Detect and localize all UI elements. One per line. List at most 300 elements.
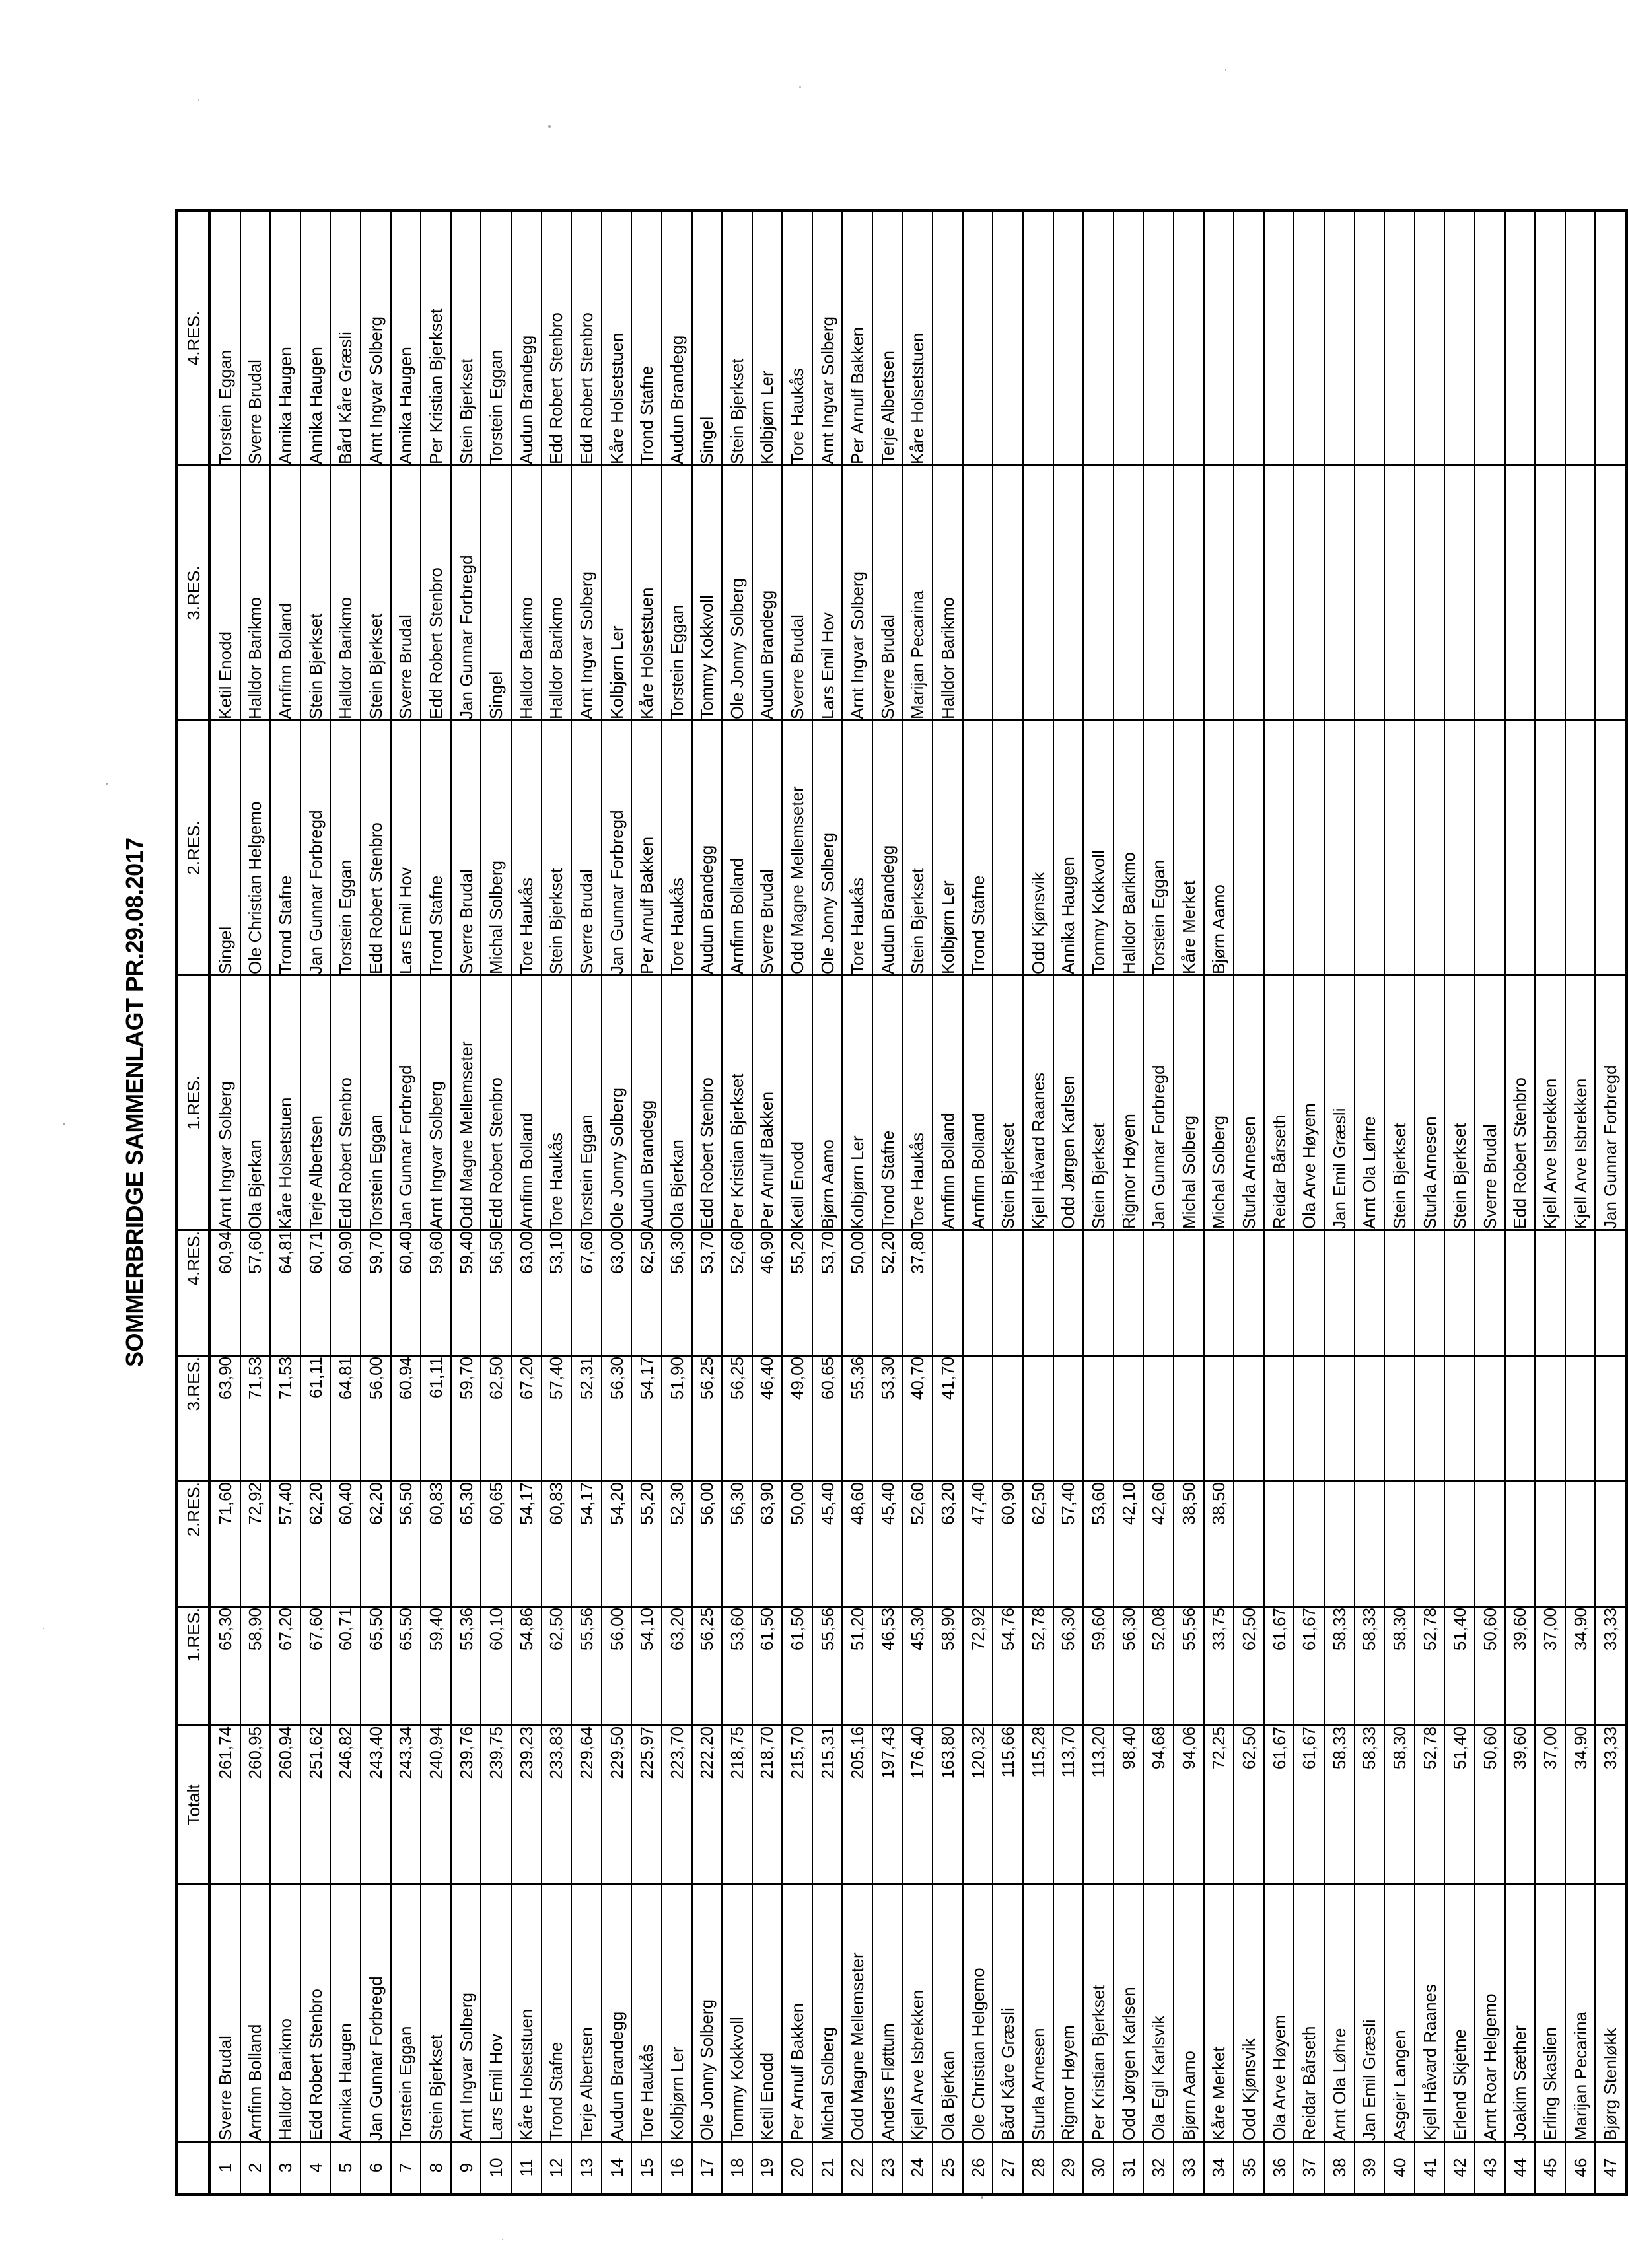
res2-cell: [1505, 1481, 1536, 1607]
partner4-cell: Torstein Eggan: [481, 211, 511, 466]
partner2-cell: Ole Jonny Solberg: [812, 721, 843, 975]
partner1-cell: Torstein Eggan: [361, 975, 391, 1230]
partner4-cell: [1174, 211, 1204, 466]
table-row: [722, 211, 752, 2195]
player-name-cell: Michal Solberg: [812, 1884, 843, 2142]
res1-cell: 58,33: [1324, 1607, 1355, 1726]
res4-cell: [1204, 1230, 1234, 1356]
rank-cell: 29: [1053, 2142, 1084, 2195]
total-cell: 113,70: [1053, 1726, 1084, 1884]
partner4-cell: Edd Robert Stenbro: [571, 211, 602, 466]
partner3-cell: Stein Bjerkset: [301, 466, 331, 721]
total-cell: 229,64: [571, 1726, 602, 1884]
res2-cell: 63,90: [752, 1481, 783, 1607]
res4-cell: 53,10: [542, 1230, 572, 1356]
res1-cell: 58,30: [1384, 1607, 1415, 1726]
player-name-cell: Annika Haugen: [330, 1884, 361, 2142]
table-row: [1114, 211, 1144, 2195]
player-name-cell: Ola Bjerkan: [933, 1884, 963, 2142]
partner1-cell: Per Kristian Bjerkset: [722, 975, 752, 1230]
partner1-cell: Stein Bjerkset: [993, 975, 1023, 1230]
partner4-cell: [1114, 211, 1144, 466]
res1-cell: 34,90: [1565, 1607, 1596, 1726]
res2-cell: 48,60: [842, 1481, 872, 1607]
table-row: [209, 211, 240, 2195]
page-title: SOMMERBRIDGE SAMMENLAGT PR.29.08.2017: [121, 837, 148, 1367]
partner1-cell: Reidar Bårseth: [1264, 975, 1294, 1230]
res3-cell: [1174, 1356, 1204, 1481]
rank-cell: 31: [1114, 2142, 1144, 2195]
player-name-cell: Reidar Bårseth: [1294, 1884, 1324, 2142]
partner3-cell: Jan Gunnar Forbregd: [451, 466, 481, 721]
partner2-cell: Kolbjørn Ler: [933, 721, 963, 975]
res3-cell: [1234, 1356, 1264, 1481]
res1-cell: 62,50: [1234, 1607, 1264, 1726]
partner3-cell: Ketil Enodd: [209, 466, 240, 721]
rank-cell: 40: [1384, 2142, 1415, 2195]
res3-cell: 62,50: [481, 1356, 511, 1481]
partner2-cell: Odd Magne Mellemseter: [782, 721, 812, 975]
partner3-cell: Halldor Barikmo: [542, 466, 572, 721]
res2-cell: [1355, 1481, 1385, 1607]
partner2-cell: [1234, 721, 1264, 975]
partner4-cell: [993, 211, 1023, 466]
partner4-cell: Kåre Holsetstuen: [602, 211, 632, 466]
partner4-cell: [1565, 211, 1596, 466]
partner2-cell: Singel: [209, 721, 240, 975]
rank-cell: 15: [631, 2142, 662, 2195]
res3-cell: [1114, 1356, 1144, 1481]
partner2-cell: Annika Haugen: [1053, 721, 1084, 975]
res2-cell: 52,60: [903, 1481, 933, 1607]
res2-cell: 52,30: [662, 1481, 692, 1607]
res1-cell: 63,20: [662, 1607, 692, 1726]
partner2-cell: Torstein Eggan: [330, 721, 361, 975]
partner4-cell: [1294, 211, 1324, 466]
partner3-cell: [1415, 466, 1445, 721]
partner1-cell: Stein Bjerkset: [1083, 975, 1114, 1230]
res2-cell: 56,00: [692, 1481, 723, 1607]
table-row: [933, 211, 963, 2195]
partner2-cell: Trond Stafne: [421, 721, 451, 975]
res4-cell: [1294, 1230, 1324, 1356]
res1-cell: 51,40: [1444, 1607, 1475, 1726]
partner1-cell: Ola Bjerkan: [240, 975, 271, 1230]
partner4-cell: Singel: [692, 211, 723, 466]
res4-cell: 63,00: [511, 1230, 542, 1356]
partner1-cell: Kjell Arve Isbrekken: [1535, 975, 1565, 1230]
table-row: [1234, 211, 1264, 2195]
header-row: [177, 211, 210, 2195]
total-cell: 215,31: [812, 1726, 843, 1884]
partner2-cell: Michal Solberg: [481, 721, 511, 975]
partner1-cell: Arnfinn Bolland: [963, 975, 993, 1230]
res2-cell: 63,20: [933, 1481, 963, 1607]
partner4-cell: Annika Haugen: [391, 211, 421, 466]
res3-cell: [1444, 1356, 1475, 1481]
partner1-cell: Jan Gunnar Forbregd: [1143, 975, 1174, 1230]
partner3-cell: Halldor Barikmo: [330, 466, 361, 721]
total-cell: 52,78: [1415, 1726, 1445, 1884]
partner1-cell: Tore Haukås: [542, 975, 572, 1230]
partner4-cell: Sverre Brudal: [240, 211, 271, 466]
partner1-cell: Ole Jonny Solberg: [602, 975, 632, 1230]
rank-cell: 10: [481, 2142, 511, 2195]
player-name-cell: Ole Christian Helgemo: [963, 1884, 993, 2142]
res2-cell: 55,20: [631, 1481, 662, 1607]
partner3-cell: Lars Emil Hov: [812, 466, 843, 721]
partner4-cell: Arnt Ingvar Solberg: [361, 211, 391, 466]
res3-cell: 63,90: [209, 1356, 240, 1481]
total-cell: 176,40: [903, 1726, 933, 1884]
partner1-cell: Odd Magne Mellemseter: [451, 975, 481, 1230]
table-row: [1174, 211, 1204, 2195]
partner3-cell: Marijan Pecarina: [903, 466, 933, 721]
partner2-cell: [1535, 721, 1565, 975]
partner3-cell: [1114, 466, 1144, 721]
res1-cell: 61,50: [752, 1607, 783, 1726]
player-name-cell: Ole Jonny Solberg: [692, 1884, 723, 2142]
rank-cell: 7: [391, 2142, 421, 2195]
res2-cell: 72,92: [240, 1481, 271, 1607]
player-name-cell: Halldor Barikmo: [270, 1884, 301, 2142]
partner2-cell: Sverre Brudal: [571, 721, 602, 975]
res1-cell: 55,36: [451, 1607, 481, 1726]
res3-cell: [1595, 1356, 1626, 1481]
total-cell: 243,40: [361, 1726, 391, 1884]
scan-speck: [548, 125, 551, 128]
res4-cell: [1174, 1230, 1204, 1356]
res3-cell: [1264, 1356, 1294, 1481]
table-row: [330, 211, 361, 2195]
res3-cell: [1475, 1356, 1505, 1481]
total-cell: 115,66: [993, 1726, 1023, 1884]
partner3-cell: Sverre Brudal: [391, 466, 421, 721]
table-row: [511, 211, 542, 2195]
table-row: [1535, 211, 1565, 2195]
rank-cell: 42: [1444, 2142, 1475, 2195]
rank-cell: 16: [662, 2142, 692, 2195]
res2-cell: [1595, 1481, 1626, 1607]
player-name-cell: Jan Emil Græsli: [1355, 1884, 1385, 2142]
res1-cell: 65,50: [361, 1607, 391, 1726]
table-row: [1415, 211, 1445, 2195]
partner2-cell: [1355, 721, 1385, 975]
player-name-cell: Ola Egil Karlsvik: [1143, 1884, 1174, 2142]
res2-cell: [1384, 1481, 1415, 1607]
partner2-cell: Jan Gunnar Forbregd: [602, 721, 632, 975]
total-cell: 246,82: [330, 1726, 361, 1884]
res4-cell: 53,70: [692, 1230, 723, 1356]
partner4-cell: [1053, 211, 1084, 466]
table-row: [602, 211, 632, 2195]
partner2-cell: Stein Bjerkset: [903, 721, 933, 975]
partner1-cell: Arnt Ola Løhre: [1355, 975, 1385, 1230]
total-cell: 233,83: [542, 1726, 572, 1884]
rank-cell: 23: [872, 2142, 903, 2195]
player-name-cell: Kolbjørn Ler: [662, 1884, 692, 2142]
partner4-cell: [1415, 211, 1445, 466]
scan-speck: [43, 1628, 44, 1629]
table-row: [963, 211, 993, 2195]
res1-cell: 61,50: [782, 1607, 812, 1726]
total-cell: 72,25: [1204, 1726, 1234, 1884]
rank-cell: 22: [842, 2142, 872, 2195]
total-cell: 261,74: [209, 1726, 240, 1884]
partner1-cell: Per Arnulf Bakken: [752, 975, 783, 1230]
player-name-cell: Sverre Brudal: [209, 1884, 240, 2142]
res4-cell: 52,60: [722, 1230, 752, 1356]
partner3-cell: [1384, 466, 1415, 721]
partner3-cell: Halldor Barikmo: [511, 466, 542, 721]
player-name-cell: Terje Albertsen: [571, 1884, 602, 2142]
rank-cell: 36: [1264, 2142, 1294, 2195]
partner1-cell: Terje Albertsen: [301, 975, 331, 1230]
player-name-cell: Bjørn Aamo: [1174, 1884, 1204, 2142]
res3-cell: [1355, 1356, 1385, 1481]
partner2-cell: Lars Emil Hov: [391, 721, 421, 975]
partner2-cell: [1384, 721, 1415, 975]
header-partner2: 2.RES.: [177, 721, 210, 975]
partner2-cell: [1415, 721, 1445, 975]
player-name-cell: Odd Magne Mellemseter: [842, 1884, 872, 2142]
res3-cell: [1083, 1356, 1114, 1481]
rank-cell: 34: [1204, 2142, 1234, 2195]
partner2-cell: Halldor Barikmo: [1114, 721, 1144, 975]
partner3-cell: [1083, 466, 1114, 721]
partner2-cell: Arnfinn Bolland: [722, 721, 752, 975]
res2-cell: [1415, 1481, 1445, 1607]
partner3-cell: [1475, 466, 1505, 721]
table-row: [692, 211, 723, 2195]
total-cell: 240,94: [421, 1726, 451, 1884]
partner2-cell: Sverre Brudal: [752, 721, 783, 975]
res4-cell: [1475, 1230, 1505, 1356]
table-row: [361, 211, 391, 2195]
table-row: [571, 211, 602, 2195]
res3-cell: 56,30: [602, 1356, 632, 1481]
res4-cell: [1565, 1230, 1596, 1356]
player-name-cell: Jan Gunnar Forbregd: [361, 1884, 391, 2142]
res4-cell: [1505, 1230, 1536, 1356]
res4-cell: 67,60: [571, 1230, 602, 1356]
partner3-cell: [1143, 466, 1174, 721]
res4-cell: [1535, 1230, 1565, 1356]
res3-cell: [1294, 1356, 1324, 1481]
rank-cell: 1: [209, 2142, 240, 2195]
player-name-cell: Tommy Kokkvoll: [722, 1884, 752, 2142]
res4-cell: [1324, 1230, 1355, 1356]
res2-cell: 38,50: [1174, 1481, 1204, 1607]
partner4-cell: [933, 211, 963, 466]
res4-cell: 59,60: [421, 1230, 451, 1356]
partner4-cell: Audun Brandegg: [511, 211, 542, 466]
res1-cell: 50,60: [1475, 1607, 1505, 1726]
partner1-cell: Arnt Ingvar Solberg: [209, 975, 240, 1230]
rank-cell: 2: [240, 2142, 271, 2195]
total-cell: 218,70: [752, 1726, 783, 1884]
header-res4: 4.RES.: [177, 1230, 210, 1356]
partner3-cell: [1505, 466, 1536, 721]
res1-cell: 37,00: [1535, 1607, 1565, 1726]
partner3-cell: Singel: [481, 466, 511, 721]
player-name-cell: Per Arnulf Bakken: [782, 1884, 812, 2142]
header-partner1: 1.RES.: [177, 975, 210, 1230]
scan-speck: [106, 783, 108, 785]
partner4-cell: Per Kristian Bjerkset: [421, 211, 451, 466]
res1-cell: 53,60: [722, 1607, 752, 1726]
total-cell: 229,50: [602, 1726, 632, 1884]
res1-cell: 67,60: [301, 1607, 331, 1726]
rotated-sheet: [116, 208, 1621, 2196]
rank-cell: 12: [542, 2142, 572, 2195]
res4-cell: 64,81: [270, 1230, 301, 1356]
scan-speck: [502, 2239, 503, 2240]
partner3-cell: [1535, 466, 1565, 721]
partner4-cell: [1143, 211, 1174, 466]
player-name-cell: Erling Skaslien: [1535, 1884, 1565, 2142]
res2-cell: 47,40: [963, 1481, 993, 1607]
res2-cell: 62,20: [361, 1481, 391, 1607]
res3-cell: 71,53: [270, 1356, 301, 1481]
res3-cell: 56,00: [361, 1356, 391, 1481]
res4-cell: 63,00: [602, 1230, 632, 1356]
res2-cell: 45,40: [872, 1481, 903, 1607]
rank-cell: 37: [1294, 2142, 1324, 2195]
res1-cell: 72,92: [963, 1607, 993, 1726]
partner2-cell: [1475, 721, 1505, 975]
res3-cell: [1415, 1356, 1445, 1481]
partner2-cell: Kåre Merket: [1174, 721, 1204, 975]
total-cell: 33,33: [1595, 1726, 1626, 1884]
total-cell: 215,70: [782, 1726, 812, 1884]
table-row: [1595, 211, 1626, 2195]
partner3-cell: [1204, 466, 1234, 721]
res3-cell: [1324, 1356, 1355, 1481]
rank-cell: 28: [1023, 2142, 1053, 2195]
res1-cell: 59,40: [421, 1607, 451, 1726]
partner1-cell: Stein Bjerkset: [1444, 975, 1475, 1230]
rank-cell: 20: [782, 2142, 812, 2195]
res4-cell: [933, 1230, 963, 1356]
table-row: [842, 211, 872, 2195]
player-name-cell: Arnfinn Bolland: [240, 1884, 271, 2142]
partner2-cell: Edd Robert Stenbro: [361, 721, 391, 975]
results-table: [175, 209, 1628, 2196]
partner4-cell: Annika Haugen: [270, 211, 301, 466]
total-cell: 205,16: [842, 1726, 872, 1884]
partner1-cell: Jan Gunnar Forbregd: [391, 975, 421, 1230]
table-row: [903, 211, 933, 2195]
table-row: [1565, 211, 1596, 2195]
partner2-cell: Tommy Kokkvoll: [1083, 721, 1114, 975]
res2-cell: 53,60: [1083, 1481, 1114, 1607]
partner4-cell: [1324, 211, 1355, 466]
player-name-cell: Kåre Holsetstuen: [511, 1884, 542, 2142]
res1-cell: 60,71: [330, 1607, 361, 1726]
res2-cell: 57,40: [1053, 1481, 1084, 1607]
res2-cell: 60,83: [421, 1481, 451, 1607]
res1-cell: 61,67: [1264, 1607, 1294, 1726]
res2-cell: [1444, 1481, 1475, 1607]
partner3-cell: [1355, 466, 1385, 721]
res4-cell: [1415, 1230, 1445, 1356]
partner3-cell: Kolbjørn Ler: [602, 466, 632, 721]
res1-cell: 55,56: [1174, 1607, 1204, 1726]
partner1-cell: Jan Gunnar Forbregd: [1595, 975, 1626, 1230]
table-row: [1053, 211, 1084, 2195]
partner3-cell: [963, 466, 993, 721]
rank-cell: 26: [963, 2142, 993, 2195]
partner1-cell: Trond Stafne: [872, 975, 903, 1230]
total-cell: 218,75: [722, 1726, 752, 1884]
partner2-cell: Bjørn Aamo: [1204, 721, 1234, 975]
res4-cell: 59,40: [451, 1230, 481, 1356]
total-cell: 34,90: [1565, 1726, 1596, 1884]
total-cell: 98,40: [1114, 1726, 1144, 1884]
partner2-cell: Odd Kjønsvik: [1023, 721, 1053, 975]
total-cell: 113,20: [1083, 1726, 1114, 1884]
res3-cell: 67,20: [511, 1356, 542, 1481]
player-name-cell: Ola Arve Høyem: [1264, 1884, 1294, 2142]
partner3-cell: Arnt Ingvar Solberg: [842, 466, 872, 721]
partner3-cell: [1234, 466, 1264, 721]
partner4-cell: [1355, 211, 1385, 466]
res2-cell: 56,30: [722, 1481, 752, 1607]
partner4-cell: Per Arnulf Bakken: [842, 211, 872, 466]
res1-cell: 65,30: [209, 1607, 240, 1726]
partner3-cell: [993, 466, 1023, 721]
res4-cell: 52,20: [872, 1230, 903, 1356]
res1-cell: 59,60: [1083, 1607, 1114, 1726]
partner4-cell: [1444, 211, 1475, 466]
total-cell: 163,80: [933, 1726, 963, 1884]
res4-cell: [1264, 1230, 1294, 1356]
res2-cell: [1294, 1481, 1324, 1607]
res3-cell: 46,40: [752, 1356, 783, 1481]
res4-cell: [1384, 1230, 1415, 1356]
total-cell: 243,34: [391, 1726, 421, 1884]
partner1-cell: Sverre Brudal: [1475, 975, 1505, 1230]
header-res1: 1.RES.: [177, 1607, 210, 1726]
total-cell: 39,60: [1505, 1726, 1536, 1884]
partner2-cell: [1505, 721, 1536, 975]
results-body: [209, 211, 1626, 2195]
partner1-cell: Ola Arve Høyem: [1294, 975, 1324, 1230]
player-name-cell: Arnt Roar Helgemo: [1475, 1884, 1505, 2142]
res4-cell: [1143, 1230, 1174, 1356]
player-name-cell: Bjørg Stenløkk: [1595, 1884, 1626, 2142]
partner2-cell: [1444, 721, 1475, 975]
res3-cell: 64,81: [330, 1356, 361, 1481]
partner1-cell: Kjell Håvard Raanes: [1023, 975, 1053, 1230]
total-cell: 222,20: [692, 1726, 723, 1884]
res2-cell: 62,20: [301, 1481, 331, 1607]
header-total: Totalt: [177, 1726, 210, 1884]
res1-cell: 60,10: [481, 1607, 511, 1726]
total-cell: 260,94: [270, 1726, 301, 1884]
res3-cell: 57,40: [542, 1356, 572, 1481]
res2-cell: 65,30: [451, 1481, 481, 1607]
partner2-cell: Jan Gunnar Forbregd: [301, 721, 331, 975]
player-name-cell: Arnt Ola Løhre: [1324, 1884, 1355, 2142]
player-name-cell: Kjell Håvard Raanes: [1415, 1884, 1445, 2142]
partner1-cell: Ketil Enodd: [782, 975, 812, 1230]
res1-cell: 51,20: [842, 1607, 872, 1726]
player-name-cell: Bård Kåre Græsli: [993, 1884, 1023, 2142]
partner3-cell: Torstein Eggan: [662, 466, 692, 721]
res4-cell: [1114, 1230, 1144, 1356]
